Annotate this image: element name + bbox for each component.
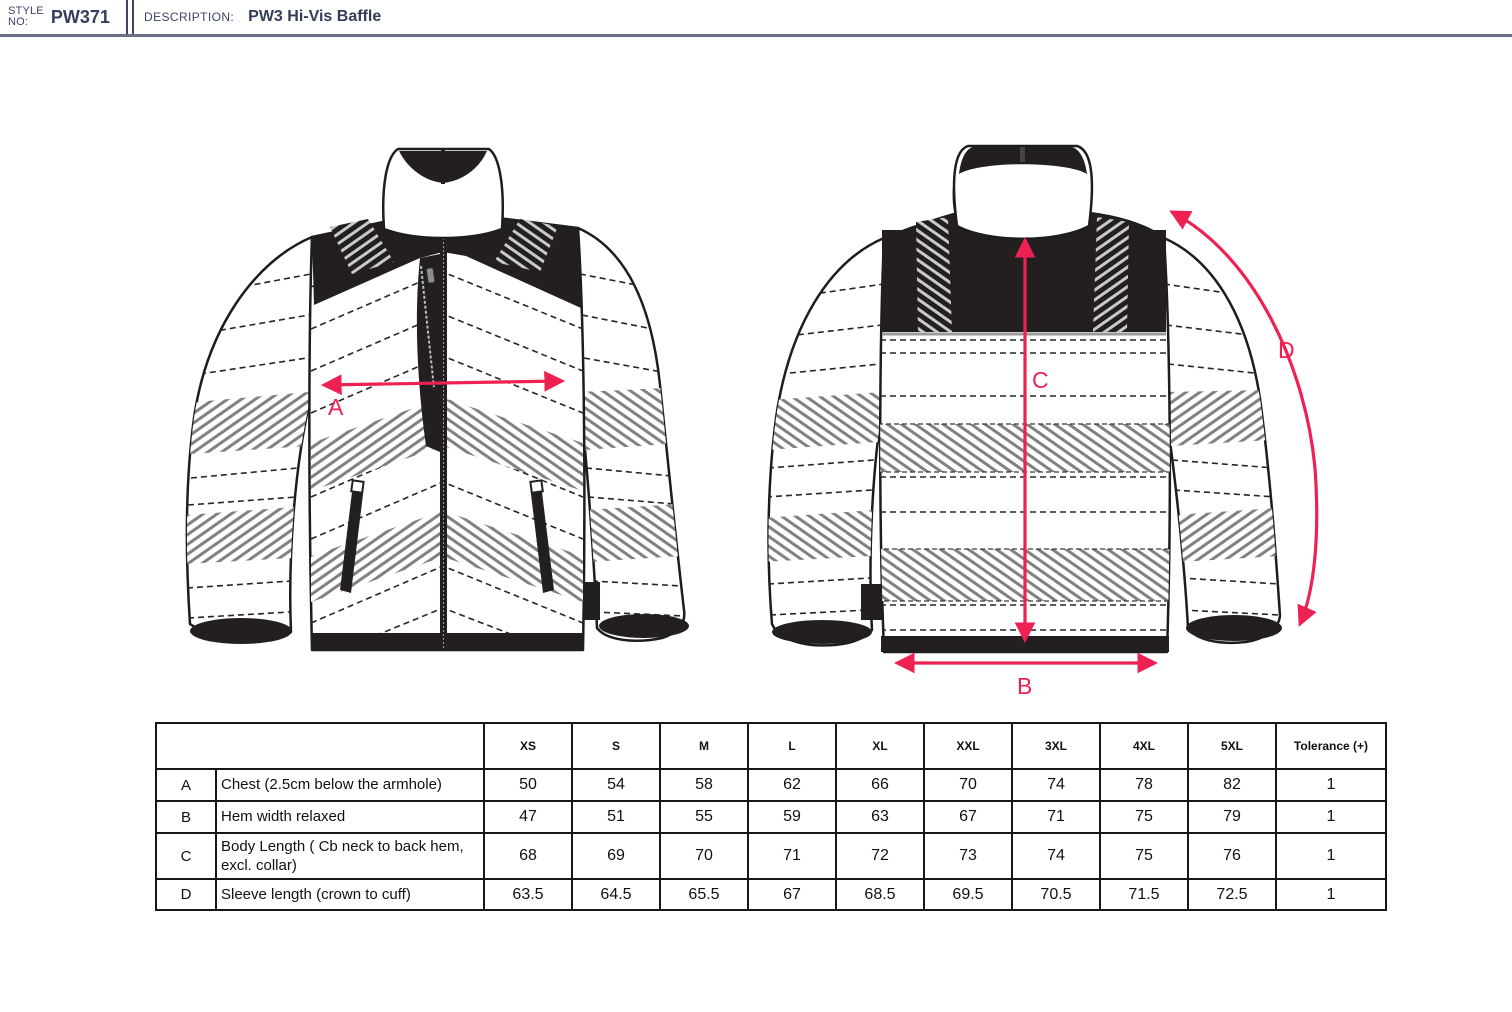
measurement-value: 74 [1012,769,1100,801]
size-column-header: S [572,723,660,769]
back-view [762,146,1317,699]
description-value: PW3 Hi-Vis Baffle [248,8,382,25]
measurement-value: 74 [1012,833,1100,879]
table-row [156,879,1386,910]
front-side-tab [583,582,600,620]
measurement-value: 68.5 [836,879,924,910]
front-right-cuff [599,614,689,638]
measurement-value: 62 [748,769,836,801]
measurement-value: 67 [924,801,1012,833]
measurement-value: 59 [748,801,836,833]
back-right-shoulder-reflective [1093,217,1129,332]
measurement-value: 71 [748,833,836,879]
measure-label-b: B [1017,673,1033,699]
back-left-cuff [772,620,872,644]
style-no-value: PW371 [50,6,110,27]
measurement-value: 71 [1012,801,1100,833]
size-column-header: M [660,723,748,769]
measurement-value: 1 [1276,879,1386,910]
front-right-pocket-pull [530,480,542,492]
style-label-line2: NO: [8,16,29,28]
measurement-value: 70 [660,833,748,879]
measurement-name: Hem width relaxed [216,801,484,833]
measurement-value: 68 [484,833,572,879]
measurement-value: 70.5 [1012,879,1100,910]
measurement-value: 72.5 [1188,879,1276,910]
size-chart-table [155,722,1387,911]
measurement-value: 54 [572,769,660,801]
measurement-name: Sleeve length (crown to cuff) [216,879,484,910]
front-view [185,149,689,662]
front-collar-zip [441,150,445,184]
size-column-header: 5XL [1188,723,1276,769]
measurement-value: 82 [1188,769,1276,801]
measurement-value: 63 [836,801,924,833]
table-row [156,769,1386,801]
measurement-letter: D [156,879,216,910]
style-label-line1: STYLE [8,5,44,17]
measurement-value: 65.5 [660,879,748,910]
measurement-value: 50 [484,769,572,801]
measurement-value: 58 [660,769,748,801]
measurement-value: 66 [836,769,924,801]
measurement-value: 1 [1276,833,1386,879]
table-row [156,833,1386,879]
table-row [156,801,1386,833]
measure-label-a: A [328,394,344,420]
measurement-letter: A [156,769,216,801]
size-chart-corner-cell [156,723,484,769]
description-label: DESCRIPTION: [144,10,235,24]
measure-label-d: D [1278,337,1295,363]
back-side-tab [861,584,882,620]
measurement-value: 47 [484,801,572,833]
size-column-header: XS [484,723,572,769]
size-column-header: Tolerance (+) [1276,723,1386,769]
front-left-pocket-pull [351,480,363,492]
measurement-value: 71.5 [1100,879,1188,910]
measurement-letter: C [156,833,216,879]
measurement-value: 72 [836,833,924,879]
chest-zip-pull [426,268,435,284]
measurement-name: Body Length ( Cb neck to back hem, excl. collar) [216,833,484,879]
size-column-header: XXL [924,723,1012,769]
measurement-value: 73 [924,833,1012,879]
measurement-value: 69 [572,833,660,879]
measurement-value: 78 [1100,769,1188,801]
size-column-header: 4XL [1100,723,1188,769]
measurement-value: 75 [1100,801,1188,833]
chest-zip-stop [431,387,437,393]
size-column-header: L [748,723,836,769]
measurement-value: 67 [748,879,836,910]
size-column-header: 3XL [1012,723,1100,769]
back-collar-zip-tab [1020,147,1025,162]
measurement-value: 64.5 [572,879,660,910]
measurement-value: 70 [924,769,1012,801]
measurement-value: 76 [1188,833,1276,879]
measurement-value: 69.5 [924,879,1012,910]
back-left-shoulder-reflective [916,217,952,332]
measurement-value: 79 [1188,801,1276,833]
measurement-name: Chest (2.5cm below the armhole) [216,769,484,801]
measure-label-c: C [1032,367,1049,393]
measurement-value: 1 [1276,769,1386,801]
measurement-value: 75 [1100,833,1188,879]
measurement-value: 1 [1276,801,1386,833]
size-column-header: XL [836,723,924,769]
measurement-value: 55 [660,801,748,833]
back-right-cuff [1186,615,1282,641]
measurement-letter: B [156,801,216,833]
measurement-value: 51 [572,801,660,833]
measurement-value: 63.5 [484,879,572,910]
size-header-row [156,723,1386,769]
front-left-cuff [190,618,292,644]
